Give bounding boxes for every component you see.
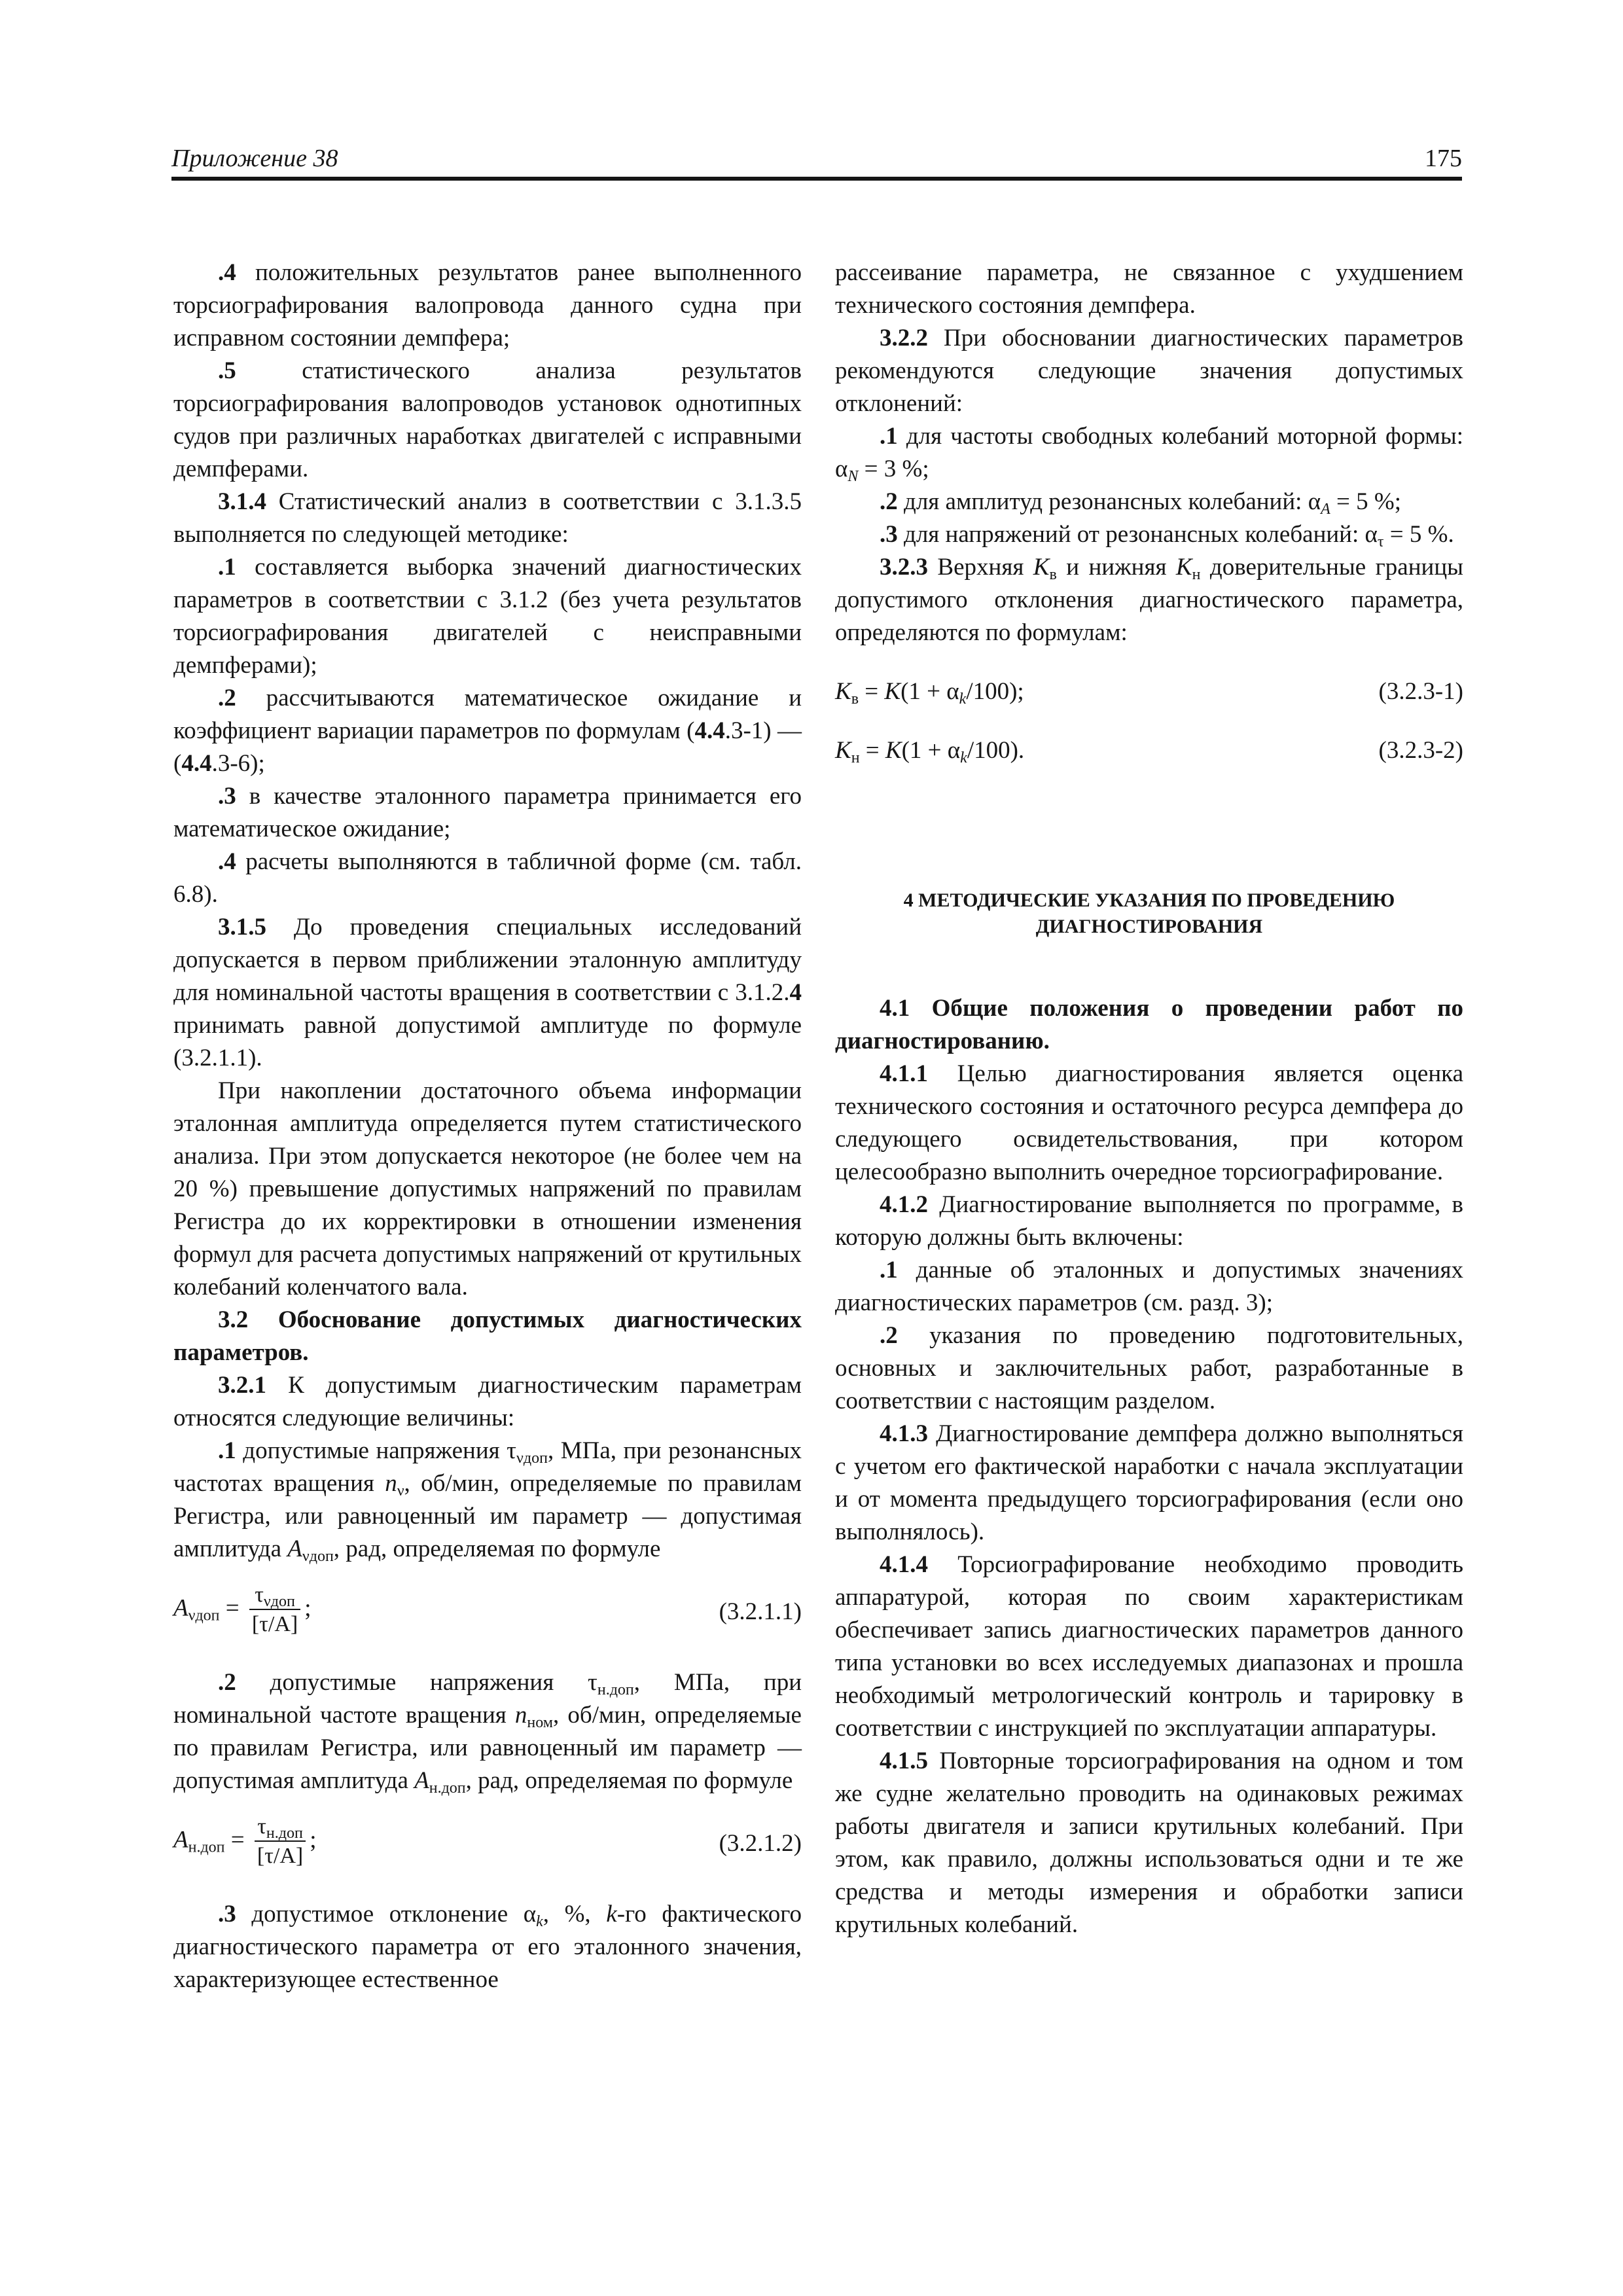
subscript: ν [397,1482,404,1499]
paragraph-text: Диагностирование выполняется по программе, в которую должны быть включены: [835,1191,1463,1251]
formula-ref: 4.4 [181,750,212,777]
paragraph [173,911,802,1075]
math-var: K [835,678,851,705]
subscript: ном [527,1714,553,1731]
item-number: 4 [789,979,802,1006]
equals-sign: = [224,1826,251,1854]
paragraph [835,322,1463,420]
paragraph [835,1189,1463,1254]
clause-number: 3.1.5 [218,914,266,941]
paragraph-text: для амплитуд резонансных колебаний: α [897,488,1321,515]
paragraph-text: , МПа, при резонансных частотах вращения [173,1437,802,1497]
subscript: н.доп [188,1839,225,1856]
subscript: k [536,1913,543,1930]
formula-text: /100). [967,737,1025,764]
subsection-heading: 3.2 Обоснование допустимых диагностических параметров. [173,1306,802,1366]
paragraph-text: Торсиографирование необходимо проводить аппаратурой, которая по своим характеристикам обеспечивает запись диагностических параметров данного типа установки во всех исследуемых диапазонах и прошла необходимый метрологический контроль и тарировку в соответствии с инструкцией по эксплуатации аппаратуры. [835,1551,1463,1742]
paragraph-text: Повторные торсиографирования на одном и том же судне желательно проводить на одинаковых режимах работы двигателя и записи крутильных колебаний. При этом, как правило, должны использоваться одни и те же средства и методы измерения и обработки записи крутильных колебаний. [835,1748,1463,1938]
paragraph [173,1435,802,1566]
paragraph [173,1898,802,1996]
subscript: N [847,468,859,485]
left-column [173,257,802,1996]
paragraph-text: К допустимым диагностическим параметрам относятся следующие величины: [173,1372,802,1431]
paragraph-text: Диагностирование демпфера должно выполняться с учетом его фактической наработки с начала эксплуатации и от момента предыдущего торсиографирования (если оно выполнялось). [835,1420,1463,1545]
formula-text: (1 + α [901,737,961,764]
math-symbol: τ [257,1814,266,1839]
paragraph-text: Целью диагностирования является оценка технического состояния и остаточного ресурса демпфера до следующего освидетельствования, при котором целесообразно выполнить очередное торсиографирование. [835,1060,1463,1185]
paragraph [173,1666,802,1797]
formula-expression [173,1813,316,1871]
paragraph-text: = 3 %; [858,456,929,482]
paragraph-text: , МПа, при номинальной частоте вращения [173,1669,802,1729]
paragraph-text: положительных результатов ранее выполненного торсиографирования валопровода данного судна при исправном состоянии демпфера; [173,259,802,351]
paragraph-text: .3-1) — ( [173,717,802,777]
subscript: н.доп [429,1780,466,1797]
paragraph-text: и нижняя [1056,554,1176,581]
paragraph-text: , об/мин, определяемые по правилам Регистра, или равноценный им параметр — допустимая амплитуда [173,1702,802,1794]
clause-number: 4.1.4 [880,1551,928,1578]
subscript: νдоп [302,1548,334,1565]
paragraph-text: = 5 %; [1330,488,1401,515]
paragraph [173,486,802,551]
subscript: k [960,749,967,766]
paragraph-text: для частоты свободных колебаний моторной формы: α [835,423,1463,482]
equals-sign: = [859,678,885,705]
paragraph [835,1319,1463,1418]
item-number: .3 [218,783,236,810]
paragraph-text: Верхняя [928,554,1033,581]
subscript: k [959,691,967,708]
paragraph-text: допустимые напряжения τ [236,1669,597,1696]
running-header [171,143,1462,181]
paragraph-text: Статистический анализ в соответствии с 3.1.3.5 выполняется по следующей методике: [173,488,802,548]
paragraph [835,518,1463,551]
item-number: .1 [218,1437,236,1464]
subscript: νдоп [188,1607,220,1624]
subscript: νдоп [263,1593,295,1610]
subscript: н [1192,566,1201,583]
formula-expression [835,734,1024,767]
math-var: K [1033,554,1050,581]
paragraph [835,1254,1463,1319]
header-rule [171,177,1462,181]
subscript: в [1049,566,1057,583]
clause-number: 4.1.2 [880,1191,928,1218]
formula-3-2-3-1 [835,675,1463,708]
subscript: н [851,749,860,766]
paragraph-text: статистического анализа результатов торсиографирования валопроводов установок однотипных судов при различных наработках двигателей с исправными демпферами. [173,357,802,482]
paragraph [835,486,1463,518]
numerator [255,1813,306,1842]
subscript: νдоп [516,1450,548,1467]
paragraph-text: данные об эталонных и допустимых значениях диагностических параметров (см. разд. 3); [835,1257,1463,1316]
paragraph-text: До проведения специальных исследований допускается в первом приближении эталонную амплитуду для номинальной частоты вращения в соответствии с 3.1.2. [173,914,802,1006]
item-number: .2 [880,1322,898,1349]
math-symbol: τ [255,1583,264,1607]
math-var: A [173,1826,188,1854]
section-heading-line: 4 МЕТОДИЧЕСКИЕ УКАЗАНИЯ ПО ПРОВЕДЕНИЮ [903,889,1395,911]
section-heading-line: ДИАГНОСТИРОВАНИЯ [1035,916,1263,937]
formula-3-2-1-1 [173,1581,802,1644]
clause-number: 4.1.5 [880,1748,928,1774]
math-var: K [884,678,901,705]
item-number: .4 [218,259,236,286]
subscript: н.доп [597,1681,634,1698]
equals-sign: = [219,1594,245,1622]
paragraph [835,1745,1463,1941]
paragraph [173,846,802,911]
paragraph [173,1369,802,1435]
math-var: A [173,1594,188,1622]
item-number: .4 [218,848,236,875]
paragraph-text: в качестве эталонного параметра принимается его математическое ожидание; [173,783,802,842]
paragraph-text: допустимые напряжения τ [236,1437,517,1464]
paragraph [173,355,802,486]
item-number: .3 [880,521,898,548]
subscript: в [851,691,859,708]
item-number: .3 [218,1901,236,1928]
item-number: .2 [218,1669,236,1696]
paragraph-text: принимать равной допустимой амплитуде по формуле (3.2.1.1). [173,1012,802,1071]
page-number: 175 [1425,145,1462,172]
paragraph [173,780,802,846]
equals-sign: = [859,737,885,764]
subsection-heading: 4.1 Общие положения о проведении работ по диагностированию. [835,995,1463,1054]
paragraph-text: , об/мин, определяемые по правилам Регистра, или равноценный им параметр — допустимая амплитуда [173,1470,802,1562]
formula-ref: 4.4 [694,717,725,744]
formula-number: (3.2.1.1) [719,1598,802,1625]
right-column [835,257,1463,1941]
formula-number: (3.2.1.2) [719,1830,802,1857]
paragraph-text: рассчитываются математическое ожидание и коэффициент вариации параметров по формулам ( [173,685,802,744]
paragraph-text: -го фактического диагностического параметра от его эталонного значения, характеризующее естественное [173,1901,802,1993]
paragraph-text: При обосновании диагностических параметров рекомендуются следующие значения допустимых отклонений: [835,325,1463,417]
section-heading [848,888,1450,940]
clause-number: 3.2.3 [880,554,928,581]
punctuation: ; [310,1826,317,1854]
paragraph-text: для напряжений от резонансных колебаний: α [897,521,1378,548]
fraction [255,1813,306,1871]
formula-3-2-1-2 [173,1813,802,1876]
item-number: .2 [218,685,236,711]
formula-number: (3.2.3-1) [1378,678,1463,705]
math-var: A [287,1535,302,1562]
clause-number: 3.1.4 [218,488,266,515]
subscript: A [1321,501,1330,518]
clause-number: 3.2.1 [218,1372,266,1399]
denominator: [τ/A] [251,1612,298,1636]
item-number: .1 [218,554,236,581]
paragraph [835,1418,1463,1549]
paragraph [835,551,1463,649]
paragraph [835,420,1463,486]
subscript: н.доп [266,1825,303,1842]
denominator: [τ/A] [257,1844,304,1868]
paragraph-text: составляется выборка значений диагностических параметров в соответствии с 3.1.2 (без учета результатов торсиографирования двигателей с неисправными демпферами); [173,554,802,679]
math-var: k [606,1901,617,1928]
math-var: n [385,1470,397,1497]
item-number: .1 [880,423,898,450]
formula-text: (1 + α [901,678,959,705]
paragraph [173,257,802,355]
formula-expression [173,1581,311,1639]
clause-number: 3.2.2 [880,325,928,351]
paragraph-text: указания по проведению подготовительных, основных и заключительных работ, разработанные в соответствии с настоящим разделом. [835,1322,1463,1414]
item-number: .1 [880,1257,898,1283]
header-section-title: Приложение 38 [171,145,338,172]
math-var: K [1175,554,1192,581]
paragraph-text: , рад, определяемая по формуле [333,1535,661,1562]
fraction [249,1581,300,1639]
math-var: K [835,737,851,764]
formula-3-2-3-2 [835,734,1463,767]
math-var: K [885,737,902,764]
formula-expression [835,675,1024,708]
paragraph: При накоплении достаточного объема информации эталонная амплитуда определяется путем статистического анализа. При этом допускается некоторое (не более чем на 20 %) превышение допустимых напряжений по правилам Регистра до их корректировки в отношении изменения формул для расчета допустимых напряжений от крутильных колебаний коленчатого вала. [173,1077,802,1300]
clause-number: 4.1.3 [880,1420,928,1447]
formula-text: /100); [966,678,1024,705]
item-number: .2 [880,488,898,515]
math-var: A [414,1767,429,1794]
paragraph [173,551,802,682]
paragraph-text: , рад, определяемая по формуле [465,1767,793,1794]
numerator [249,1581,300,1610]
item-number: .5 [218,357,236,384]
paragraph-text: расчеты выполняются в табличной форме (см. табл. 6.8). [173,848,802,908]
paragraph [173,682,802,780]
subscript: τ [1377,533,1384,550]
punctuation: ; [304,1594,312,1622]
clause-number: 4.1.1 [880,1060,928,1087]
paragraph-text: = 5 %. [1383,521,1454,548]
paragraph [835,1058,1463,1189]
formula-number: (3.2.3-2) [1378,737,1463,764]
paragraph: рассеивание параметра, не связанное с ухудшением технического состояния демпфера. [835,259,1463,319]
paragraph [835,1549,1463,1745]
paragraph-text: , %, [543,1901,607,1928]
paragraph-text: .3-6); [211,750,265,777]
paragraph-text: доверительные границы допустимого отклонения диагностического параметра, определяются по формулам: [835,554,1463,646]
paragraph-text: допустимое отклонение α [236,1901,537,1928]
math-var: n [514,1702,527,1729]
